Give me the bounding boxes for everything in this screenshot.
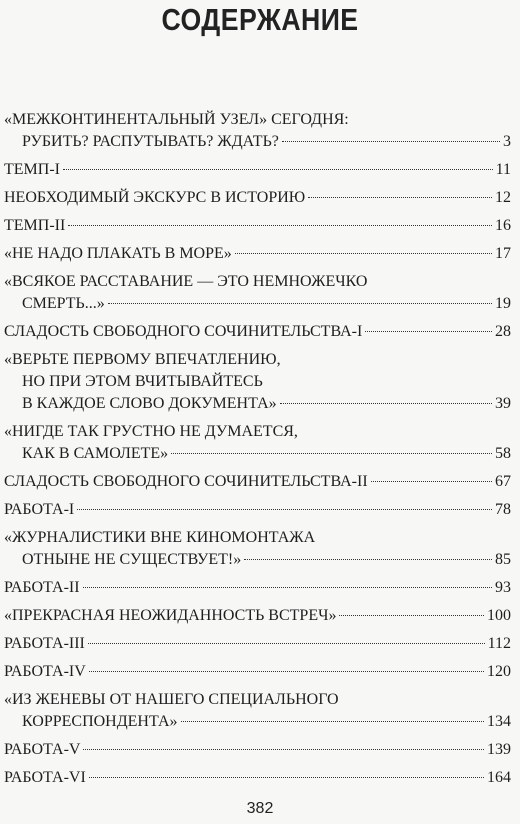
toc-entry-title: «ПРЕКРАСНАЯ НЕОЖИДАННОСТЬ ВСТРЕЧ»	[4, 607, 337, 624]
toc-entry[interactable]	[4, 577, 511, 599]
toc-entry-line	[4, 321, 511, 343]
toc-entry-title: «ИЗ ЖЕНЕВЫ ОТ НАШЕГО СПЕЦИАЛЬНОГО	[4, 691, 339, 708]
dot-leader	[244, 559, 492, 560]
toc-entry-line	[4, 215, 511, 237]
toc-page-number: 58	[495, 445, 511, 462]
toc-entry-title: РАБОТА-I	[4, 501, 75, 518]
toc-page-number: 100	[487, 607, 511, 624]
toc-entry-line	[4, 187, 511, 209]
toc-entry-line	[4, 349, 511, 371]
toc-entry[interactable]	[4, 633, 511, 655]
toc-entry-title: СЛАДОСТЬ СВОБОДНОГО СОЧИНИТЕЛЬСТВА-II	[4, 473, 368, 490]
toc-entry-line	[4, 159, 511, 181]
toc-entry-title: «НЕ НАДО ПЛАКАТЬ В МОРЕ»	[4, 245, 232, 262]
toc-entry[interactable]	[4, 109, 511, 153]
dot-leader	[89, 671, 484, 672]
toc-entry[interactable]	[4, 187, 511, 209]
toc-entry-title: «НИГДЕ ТАК ГРУСТНО НЕ ДУМАЕТСЯ,	[4, 423, 298, 440]
toc-page-number: 11	[495, 161, 511, 178]
toc-entry-title: ТЕМП-I	[4, 161, 60, 178]
toc-entry-title: КАК В САМОЛЕТЕ»	[22, 445, 169, 462]
toc-page-number: 3	[503, 133, 511, 150]
toc-entry-line	[4, 577, 511, 599]
toc-entry-line	[4, 711, 511, 733]
dot-leader	[181, 721, 484, 722]
toc-entry-line	[4, 371, 511, 393]
toc-entry[interactable]	[4, 661, 511, 683]
toc-entry-line	[4, 109, 511, 131]
toc-page-number: 19	[495, 295, 511, 312]
dot-leader	[83, 749, 484, 750]
toc-entry-title: РАБОТА-VI	[4, 769, 86, 786]
toc-entry[interactable]	[4, 215, 511, 237]
toc-page-number: 78	[495, 501, 511, 518]
toc-entry-line	[4, 131, 511, 153]
toc-page-number: 16	[495, 217, 511, 234]
dot-leader	[280, 403, 492, 404]
toc-entry-title: СЛАДОСТЬ СВОБОДНОГО СОЧИНИТЕЛЬСТВА-I	[4, 323, 363, 340]
page-number-footer: 382	[246, 800, 274, 817]
toc-entry[interactable]	[4, 471, 511, 493]
toc-entry-line	[4, 393, 511, 415]
toc-entry-title: НО ПРИ ЭТОМ ВЧИТЫВАЙТЕСЬ	[22, 373, 263, 390]
dot-leader	[339, 615, 484, 616]
toc-entry-title: «ЖУРНАЛИСТИКИ ВНЕ КИНОМОНТАЖА	[4, 529, 316, 546]
toc-entry-title: РАБОТА-V	[4, 741, 81, 758]
toc-entry-title: В КАЖДОЕ СЛОВО ДОКУМЕНТА»	[22, 395, 277, 412]
toc-page-number: 28	[495, 323, 511, 340]
page-title: СОДЕРЖАНИЕ	[161, 2, 359, 37]
toc-entry-line	[4, 605, 511, 627]
toc-entry-line	[4, 271, 511, 293]
toc-entry-title: РУБИТЬ? РАСПУТЫВАТЬ? ЖДАТЬ?	[22, 133, 279, 150]
toc-entry-title: КОРРЕСПОНДЕНТА»	[22, 713, 178, 730]
dot-leader	[68, 225, 492, 226]
toc-entry-title: «МЕЖКОНТИНЕНТАЛЬНЫЙ УЗЕЛ» СЕГОДНЯ:	[4, 111, 349, 128]
toc-entry[interactable]	[4, 739, 511, 761]
toc-entry-line	[4, 527, 511, 549]
toc-entry-line	[4, 471, 511, 493]
dot-leader	[371, 481, 492, 482]
toc-entry-line	[4, 421, 511, 443]
toc-entry-line	[4, 661, 511, 683]
toc-entry-title: РАБОТА-III	[4, 635, 85, 652]
toc-entry-title: РАБОТА-IV	[4, 663, 86, 680]
toc-entry[interactable]	[4, 243, 511, 265]
dot-leader	[88, 643, 485, 644]
toc-entry[interactable]	[4, 499, 511, 521]
toc-page-number: 164	[487, 769, 511, 786]
toc-entry[interactable]	[4, 605, 511, 627]
dot-leader	[171, 453, 492, 454]
toc-entry-line	[4, 739, 511, 761]
toc-entry-line	[4, 243, 511, 265]
toc-entry-title: ТЕМП-II	[4, 217, 66, 234]
toc-entry-line	[4, 633, 511, 655]
toc-entry-line	[4, 443, 511, 465]
toc-entry-line	[4, 767, 511, 789]
dot-leader	[108, 303, 492, 304]
toc-page-number: 85	[495, 551, 511, 568]
toc-page-number: 139	[487, 741, 511, 758]
dot-leader	[235, 253, 492, 254]
toc-entry[interactable]	[4, 689, 511, 733]
toc-entry[interactable]	[4, 271, 511, 315]
toc-entry-title: РАБОТА-II	[4, 579, 80, 596]
toc-page-number: 12	[495, 189, 511, 206]
toc-page-number: 17	[495, 245, 511, 262]
toc-entry-title: НЕОБХОДИМЫЙ ЭКСКУРС В ИСТОРИЮ	[4, 189, 306, 206]
toc-page-number: 134	[487, 713, 511, 730]
dot-leader	[308, 197, 492, 198]
toc-page-number: 112	[487, 635, 511, 652]
dot-leader	[83, 587, 492, 588]
toc-entry[interactable]	[4, 767, 511, 789]
toc-entry-title: ОТНЫНЕ НЕ СУЩЕСТВУЕТ!»	[22, 551, 242, 568]
toc-entry-title: «ВСЯКОЕ РАССТАВАНИЕ — ЭТО НЕМНОЖЕЧКО	[4, 273, 368, 290]
toc-entry[interactable]	[4, 421, 511, 465]
toc-entry[interactable]	[4, 527, 511, 571]
dot-leader	[63, 169, 493, 170]
table-of-contents	[4, 109, 511, 795]
toc-entry[interactable]	[4, 349, 511, 415]
toc-entry-title: «ВЕРЬТЕ ПЕРВОМУ ВПЕЧАТЛЕНИЮ,	[4, 351, 281, 368]
dot-leader	[89, 777, 484, 778]
toc-entry-line	[4, 689, 511, 711]
dot-leader	[282, 141, 500, 142]
toc-entry-line	[4, 499, 511, 521]
toc-entry[interactable]	[4, 321, 511, 343]
toc-entry[interactable]	[4, 159, 511, 181]
toc-entry-line	[4, 293, 511, 315]
dot-leader	[365, 331, 492, 332]
toc-page-number: 39	[495, 395, 511, 412]
toc-page-number: 67	[495, 473, 511, 490]
toc-page-number: 93	[495, 579, 511, 596]
toc-entry-title: СМЕРТЬ...»	[22, 295, 105, 312]
toc-entry-line	[4, 549, 511, 571]
dot-leader	[77, 509, 492, 510]
toc-page-number: 120	[487, 663, 511, 680]
